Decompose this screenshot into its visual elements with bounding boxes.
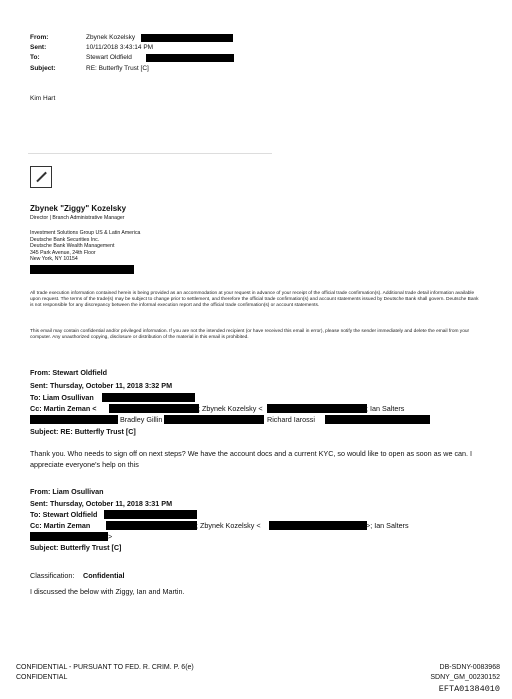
msg1-sent: Sent: Thursday, October 11, 2018 3:32 PM: [30, 381, 173, 390]
sent-label: Sent:: [30, 44, 47, 51]
signature-line: Investment Solutions Group US & Latin America: [30, 230, 141, 236]
trade-disclaimer: All trade execution information contained herein is being provided as an accommodation at your request in advance of your receipt of the official trade confirmation(s). Additional trade detail information available upon request. The terms of the trade(s) may be subject to change prior to settlement, and therefore the official trade confirmation(s) and account statements issued by Deutsche Bank shall govern. Deutsche Bank is not responsible for any discrepancy between the informal execution report and the official trade confirmation(s) or account statements.: [30, 291, 479, 308]
to-value: Stewart Oldfield: [86, 54, 132, 61]
msg2-sent: Sent: Thursday, October 11, 2018 3:31 PM: [30, 499, 173, 508]
sent-value: 10/11/2018 3:43:14 PM: [86, 44, 154, 51]
msg2-from: From: Liam Osullivan: [30, 487, 104, 496]
footer-bates-db: DB-SDNY-0083968: [439, 664, 500, 671]
redaction: [141, 34, 233, 42]
msg1-cc: Cc: Martin Zeman <: [30, 404, 97, 413]
msg2-cc: Cc: Martin Zeman: [30, 521, 91, 530]
redaction: [30, 265, 134, 274]
divider: [28, 153, 272, 154]
msg2-to: To: Stewart Oldfield: [30, 510, 98, 519]
signature-line: 345 Park Avenue, 24th Floor: [30, 249, 96, 256]
confidentiality-disclaimer: This email may contain confidential and/or privileged information. If you are not the intended recipient (or have received this email in error), please notify the sender immediately and delete the email from your computer. Any unauthorized copying, disclosure or distribution of the material in this email is prohibited.: [30, 329, 470, 340]
msg2-cc-zbynek: ; Zbynek Kozelsky <: [196, 521, 261, 530]
footer-bates-efta: EFTA01384010: [438, 684, 500, 694]
signature-name: Zbynek "Ziggy" Kozelsky: [30, 204, 127, 213]
redaction: [30, 532, 108, 541]
classification-label: Classification:: [30, 571, 75, 580]
subject-value: RE: Butterfly Trust [C]: [86, 65, 149, 72]
redaction: [164, 415, 264, 424]
redaction: [102, 393, 195, 402]
classification-value: Confidential: [83, 571, 125, 580]
from-label: From:: [30, 34, 49, 41]
footer-confidential-rule: CONFIDENTIAL - PURSUANT TO FED. R. CRIM. P. 6(e): [16, 664, 194, 671]
redaction: [267, 404, 367, 413]
msg2-subject: Subject: Butterfly Trust [C]: [30, 543, 122, 552]
redaction: [106, 521, 197, 530]
msg2-body: I discussed the below with Ziggy, Ian and Martin.: [30, 587, 185, 596]
signature-line: New York, NY 10154: [30, 256, 78, 262]
msg1-to: To: Liam Osullivan: [30, 393, 94, 402]
msg1-body: Thank you. Who needs to sign off on next steps? We have the account docs and a current KYC, so would like to open as soon as we can. I appreciate everyone's help on this: [30, 449, 473, 469]
msg1-cc-richard: Richard Iarossi: [267, 415, 315, 424]
signature-line: Deutsche Bank Securities Inc.: [30, 236, 100, 243]
redaction: [146, 54, 234, 62]
msg2-cc-close: >: [108, 532, 113, 541]
msg1-cc-bradley: ; Bradley Gillin: [116, 415, 163, 424]
redaction: [109, 404, 199, 413]
msg1-from: From: Stewart Oldfield: [30, 368, 108, 377]
deutsche-bank-logo-icon: [30, 166, 52, 188]
from-value: Zbynek Kozelsky: [86, 34, 136, 41]
redaction: [104, 510, 197, 519]
signature-line: Deutsche Bank Wealth Management: [30, 243, 115, 249]
footer-bates-sdny: SDNY_GM_00230152: [430, 674, 500, 681]
signature-title: Director | Branch Administrative Manager: [30, 215, 125, 221]
msg1-cc-zbynek: ; Zbynek Kozelsky <: [198, 404, 263, 413]
msg1-cc-ian: ; Ian Salters: [366, 404, 405, 413]
msg2-cc-ian: >; Ian Salters: [366, 521, 409, 530]
footer-confidential: CONFIDENTIAL: [16, 674, 68, 681]
msg1-subject: Subject: RE: Butterfly Trust [C]: [30, 427, 136, 436]
redaction: [325, 415, 430, 424]
to-label: To:: [30, 54, 40, 61]
redaction: [269, 521, 367, 530]
subject-label: Subject:: [30, 65, 56, 72]
top-body-text: Kim Hart: [30, 95, 56, 102]
redaction: [30, 415, 118, 424]
